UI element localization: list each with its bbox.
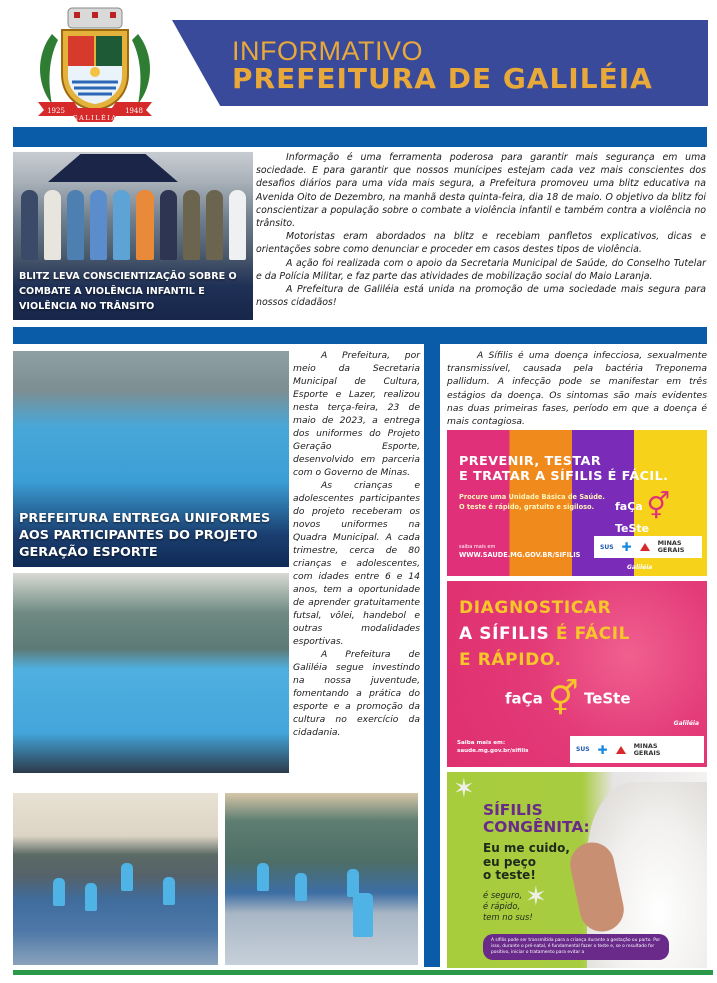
laurel-right-icon: [132, 34, 150, 104]
blitz-paragraph: A Prefeitura de Galiléia está unida na promoção de uma sociedade mais segura para nossos cidadãos!: [256, 284, 706, 309]
minas-gerais-logo: MINAS GERAIS: [657, 539, 685, 554]
poster1-faca: faÇa: [615, 500, 643, 513]
column-divider: [424, 327, 440, 967]
poster1-galileia-logo: Galiléia: [627, 564, 653, 571]
futsal-play-photo-1: [13, 793, 218, 965]
poster1-title-line1: PREVENIR, TESTAR: [459, 454, 602, 469]
poster2-more-info: [457, 739, 529, 755]
poster1-logos: [594, 536, 702, 558]
blitz-paragraph: Informação é uma ferramenta poderosa para garantir mais segurança em uma sociedade. E para garantir que nossos munícipes estejam cada vez mais conscientes dos desafios diários para uma vida mais segura, a Prefeitura promoveu uma blitz educativa na Avenida Oito de Dezembro, na manhã desta quinta-feira, dia 18 de maio. O objetivo da blitz foi conscientizar a população sobre o combate a violência infantil e também contra a violência no trânsito.: [256, 152, 706, 230]
poster2-more-line2: saude.mg.gov.br/sifilis: [457, 748, 529, 754]
poster3-sub-line2: eu peço: [483, 854, 536, 869]
team-photo-with-coach: [13, 573, 289, 773]
poster2-faca-teste: [505, 679, 631, 719]
poster2-more-line1: Saiba mais em:: [457, 740, 506, 746]
gender-symbol-icon: ⚥: [646, 492, 671, 522]
poster1-url: WWW.SAUDE.MG.GOV.BR/SIFILIS: [459, 551, 581, 559]
plus-icon: ✚: [621, 540, 632, 554]
poster2-title: [459, 595, 630, 673]
sifilis-poster-diagnosticar: [447, 581, 707, 767]
poster2-line3: E RÁPIDO.: [459, 650, 562, 670]
team-photo-uniforms: [13, 351, 289, 567]
geracao-paragraph: A Prefeitura de Galiléia segue investindo na nossa juventude, fomentando a prática do esporte e a promoção da cultura no exercício da cidadania.: [293, 649, 420, 738]
poster2-teste: TeSte: [583, 689, 631, 708]
poster3-ital-line1: é seguro,: [483, 890, 523, 900]
geracao-caption: PREFEITURA ENTREGA UNIFORMES AOS PARTICIPANTES DO PROJETO GERAÇÃO ESPORTE: [19, 511, 271, 560]
poster2-line2a: A SÍFILIS: [459, 624, 556, 644]
poster3-title-line2: CONGÊNITA:: [483, 818, 590, 836]
crest-year-right: 1948: [125, 107, 143, 115]
poster3-title: [483, 802, 590, 836]
geracao-paragraph: As crianças e adolescentes participantes do projeto receberam os novos uniformes na Quadra Municipal. A cada trimestre, cerca de 80 crianças e adolescentes, com idades entre 6 e 14 anos, tem a oportunidade de aprender gratuitamente futsal, vôlei, handebol e outras modalidades esportivas.: [293, 480, 420, 647]
geracao-paragraph: A Prefeitura, por meio da Secretaria Municipal de Cultura, Esporte e Lazer, realizou nesta terça-feira, 23 de maio de 2023, a entrega dos uniformes do Projeto Geração Esporte, desenvolvido em parceria com o Governo de Minas.: [293, 350, 420, 478]
blitz-caption: BLITZ LEVA CONSCIENTIZAÇÃO SOBRE O COMBATE A VIOLÊNCIA INFANTIL E VIOLÊNCIA NO TRÂNSITO: [19, 271, 237, 312]
sifilis-paragraph: A Sífilis é uma doença infecciosa, sexualmente transmissível, causada pela bactéria Treponema pallidum. A infecção pode se manifestar em três estágios da doença. Os sintomas são mais evidentes nas duas primeiras fases, período em que a doença é mais contagiosa.: [447, 350, 707, 428]
poster3-ital-line3: tem no sus!: [483, 912, 533, 922]
poster2-line2b: É FÁCIL: [555, 624, 631, 644]
poster2-logos: [570, 736, 704, 763]
poster3-ital-line2: é rápido,: [483, 901, 521, 911]
poster3-title-line1: SÍFILIS: [483, 801, 543, 819]
gender-symbol-icon: ⚥: [548, 679, 579, 719]
geracao-article: [293, 349, 420, 739]
poster3-sub-line3: o teste!: [483, 868, 536, 882]
poster2-faca: faÇa: [505, 689, 543, 708]
sifilis-article: [447, 349, 707, 428]
poster3-sub-line1: Eu me cuido,: [483, 841, 570, 855]
sus-logo: SUS: [576, 746, 590, 753]
poster2-galileia-logo: Galiléia: [673, 720, 699, 727]
poster3-note: A sífilis pode ser transmitida para a criança durante a gestação ou parto. Por isso, durante o pré-natal, é fundamental fazer o teste e, se o resultado for positivo, iniciar o tratamento para evitar a: [483, 934, 669, 960]
poster1-title: [459, 454, 668, 484]
middle-rule: [13, 327, 707, 344]
laurel-left-icon: [40, 34, 58, 104]
poster1-subtitle: [459, 492, 605, 512]
poster1-sub-line1: Procure uma Unidade Básica de Saúde.: [459, 493, 605, 501]
sifilis-poster-prevenir: [447, 430, 707, 576]
poster1-small-text: saiba mais em: [459, 544, 496, 550]
blitz-article: [256, 151, 706, 309]
blitz-paragraph: Motoristas eram abordados na blitz e recebiam panfletos explicativos, dicas e orientações sobre como denunciar e proceder em casos destes tipos de violência.: [256, 231, 706, 256]
poster2-line1: DIAGNOSTICAR: [459, 598, 612, 618]
poster1-title-line2: E TRATAR A SÍFILIS É FÁCIL.: [459, 469, 669, 484]
star-icon: ✶: [453, 774, 475, 804]
crest-year-left: 1925: [47, 107, 65, 115]
group-of-people: [21, 190, 246, 260]
footer-rule: [13, 970, 713, 975]
header-title-line1: INFORMATIVO: [232, 36, 423, 66]
star-icon: ✶: [525, 882, 547, 912]
sus-logo: SUS: [600, 543, 614, 551]
poster3-italic: [483, 890, 533, 923]
crest-ribbon-text: GALILÉIA: [72, 114, 118, 122]
plus-icon: ✚: [597, 742, 608, 757]
blitz-photo: [13, 152, 253, 320]
coat-of-arms-logo: [30, 4, 160, 122]
futsal-play-photo-2: [225, 793, 418, 965]
poster3-subtitle: [483, 842, 570, 883]
crown-icon: [68, 8, 122, 28]
triangle-icon: [640, 543, 650, 551]
header-title-line2: PREFEITURA DE GALILÉIA: [232, 62, 653, 95]
poster1-sub-line2: O teste é rápido, gratuito e sigiloso.: [459, 503, 595, 511]
poster1-faca-teste: [615, 492, 707, 535]
tent-shape: [48, 154, 178, 182]
blitz-paragraph: A ação foi realizada com o apoio da Secretaria Municipal de Saúde, do Conselho Tutelar e da Polícia Militar, e faz parte das atividades de mobilização social do Maio Laranja.: [256, 257, 706, 282]
poster1-teste: TeSte: [615, 522, 650, 535]
minas-gerais-logo: MINAS GERAIS: [633, 741, 661, 757]
sifilis-poster-congenita: [447, 772, 707, 968]
triangle-icon: [616, 746, 626, 754]
top-rule: [13, 127, 707, 147]
